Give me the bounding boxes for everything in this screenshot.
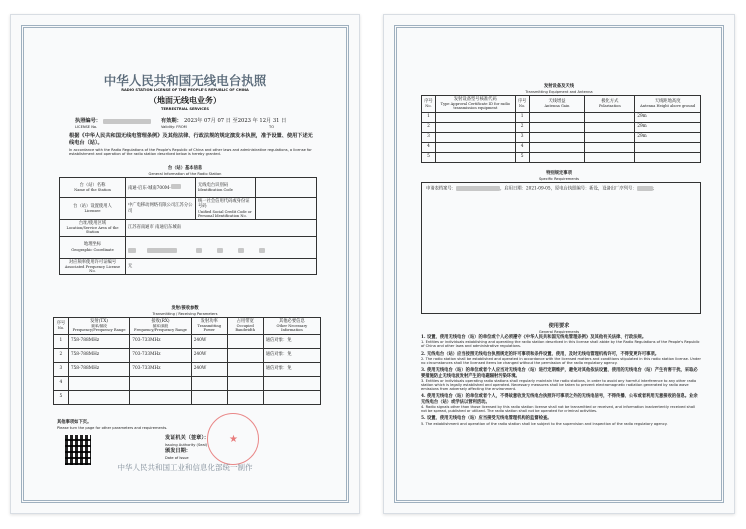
equip-heading-en: Transmitting Equipment and Antenna <box>525 90 593 94</box>
table-row <box>422 132 701 142</box>
location-value: 江苏省南通市 南通启东城南 <box>126 220 317 237</box>
equip-header-en: Type Approval Certificate ID for radio transmission equipment <box>440 102 510 111</box>
table-row <box>422 122 701 132</box>
table-row <box>422 152 701 162</box>
equip-cell-no2: 4 <box>515 142 529 152</box>
tx-header-1 <box>68 318 129 335</box>
tx-cell-bw <box>227 348 263 362</box>
special-text <box>426 186 696 192</box>
equip-header-cn: 序号 <box>424 99 433 105</box>
equip-header-en: No. <box>518 104 526 109</box>
requirement-cn: 3. 使用无线电台（站）的单位或者个人应当对无线电台（站）进行定期维护，避免对其他依法设置、使用的无线电台（站）产生有害干扰，采取必要措施防止无线电波发射产生的电磁辐射污染环境。 <box>421 368 698 379</box>
tx-cell-other: 通信对象：免 <box>263 362 320 376</box>
table-row <box>54 362 321 376</box>
requirement-item <box>421 394 701 413</box>
licensee-value: 中广电移动网络有限公司江苏分公司 <box>126 198 196 220</box>
tx-cell-other: 通信对象：免 <box>263 348 320 362</box>
tx-header-5 <box>263 318 320 335</box>
equip-cell-code <box>435 112 515 122</box>
tx-cell-bw <box>227 334 263 348</box>
requirement-en: 3. Entities or individuals operating radio stations shall regularly maintain the radio stations, in order to avoid any harmful interference to any other radio station which is legally established and operated. Necessary measures shall be taken to prevent electromagnetic radiation generated by radio wave emissions from adversely affecting the environment. <box>421 378 697 392</box>
basic-info-table <box>59 177 317 275</box>
license-title: 中华人民共和国无线电台执照 <box>103 73 267 88</box>
equip-header-2 <box>515 96 529 113</box>
redacted <box>637 186 653 191</box>
notes-label-en: Please turn the page for other parameters and requirements. <box>57 426 168 430</box>
equip-cell-no2: 3 <box>515 132 529 142</box>
basic-info-heading-en: General Information of the Radio Station <box>148 172 222 176</box>
requirement-cn: 4. 使用无线电台（站）的单位或者个人，不得故意收发无线电台执照许可事项之外的无线电信号，不得传播、公布或者利用无意接收的信息。业余无线电台（站）或学法以营利活动。 <box>421 394 698 405</box>
requirement-item <box>421 368 701 391</box>
basic-info-heading: 台（站）基本信息 <box>167 166 203 171</box>
tx-cell-no: 1 <box>54 334 69 348</box>
tx-cell-bw <box>227 376 263 390</box>
special-heading-en: Specific Requirements <box>538 177 580 181</box>
tx-heading-en: Transmitting / Receiving Parameters <box>152 312 218 316</box>
equip-table <box>421 95 701 163</box>
intro-text: 根据《中华人民共和国无线电管理条例》及其他法律、行政法规的规定演发本执照，准予设置、使用下述无线电台（站）。 <box>69 133 313 146</box>
station-id-label-en: Identification Code <box>198 188 233 193</box>
equip-cell-height <box>635 142 701 152</box>
equip-cell-code <box>435 122 515 132</box>
equip-header-en: Antenna Height above ground <box>640 104 696 109</box>
license-subtitle-en: TERRESTRIAL SERVICES <box>161 107 209 111</box>
tx-header-cn: 发射(TX) <box>90 319 108 324</box>
tx-cell-power: 240W <box>191 362 227 376</box>
tx-cell-rx <box>130 376 191 390</box>
requirement-cn: 1. 设置、使用无线电台（站）的单位或个人必须遵守《中华人民共和国无线电管理条例》及其他有关法律、行政法规。 <box>421 335 647 340</box>
tx-cell-bw <box>227 390 263 404</box>
equip-cell-gain <box>529 132 585 142</box>
tx-header-cn: 其他必要信息 <box>278 319 305 324</box>
equip-cell-no2: 5 <box>515 152 529 162</box>
station-name-label-en: Name of the Station <box>74 188 111 193</box>
intro-text-en: In accordance with the Radio Regulations of the People's Republic of China and other laws and administrative regulations, a license for establishment and operation of the radio station described below is hereby granted. <box>69 148 312 157</box>
license-back-page <box>383 14 735 514</box>
issuer-label-en: Issuing Authority (Seal) <box>165 443 208 447</box>
equip-header-cn: 序号 <box>517 99 527 105</box>
validity-value: 2023年 07月 07 日 至2023 年 12月 31 日 <box>184 118 287 124</box>
equip-heading: 发射设备及天线 <box>543 84 575 89</box>
redacted <box>456 186 500 191</box>
equip-cell-height: 29m <box>635 112 701 122</box>
requirement-en: 2. The radio station shall be established and operated in accordance with the licensed matters and conditions stipulated in this radio station license. Under no circumstances shall the licensed items be changed without the permission of the radio regulatory agency. <box>421 356 701 366</box>
issuer-label: 发证机关（签章）： <box>165 435 210 441</box>
issue-date-label: 颁发日期： <box>165 448 191 454</box>
equip-cell-no: 3 <box>422 132 436 142</box>
table-row <box>54 334 321 348</box>
licensee-label-en: Licensee <box>84 209 101 214</box>
requirement-item <box>421 352 701 366</box>
equip-cell-no: 2 <box>422 122 436 132</box>
license-no-redacted <box>103 119 151 124</box>
tx-header-en: 频率/频段 Frequency/Frequency Range <box>134 324 187 333</box>
official-seal <box>207 413 259 465</box>
tx-cell-rx: 703-733MHz <box>130 334 191 348</box>
equip-cell-height: 29m <box>635 122 701 132</box>
equip-cell-code <box>435 132 515 142</box>
tx-cell-rx: 703-733MHz <box>130 348 191 362</box>
tx-cell-tx <box>68 390 129 404</box>
equip-header-1 <box>435 96 515 113</box>
coords-label-en: Geographic Coordinate <box>71 247 114 252</box>
equip-cell-gain <box>529 152 585 162</box>
tx-header-en: Other Necessary Information <box>276 324 308 333</box>
tx-cell-no: 2 <box>54 348 69 362</box>
table-row <box>54 348 321 362</box>
tx-header-2 <box>130 318 191 335</box>
equip-cell-no: 4 <box>422 142 436 152</box>
equip-header-en: No. <box>425 104 432 109</box>
tx-cell-rx: 703-733MHz <box>130 362 191 376</box>
license-title-en: RADIO STATION LICENSE OF THE PEOPLE'S REPUBLIC OF CHINA <box>121 88 249 92</box>
location-label-en: Location/Service Area of the Station <box>66 226 119 235</box>
license-no-label: 执照编号： <box>75 118 101 124</box>
equip-cell-height: 29m <box>635 132 701 142</box>
equip-cell-code <box>435 142 515 152</box>
table-row <box>54 376 321 390</box>
equip-header-5 <box>635 96 701 113</box>
tx-cell-power: 240W <box>191 348 227 362</box>
tx-header-en: Transmitting Power <box>197 324 222 333</box>
tx-cell-tx <box>68 376 129 390</box>
requirement-cn: 5. 设置、使用无线电台（站）应当接受无线电管理机构的监督检查。 <box>421 416 552 422</box>
redacted <box>171 184 181 189</box>
equip-header-4 <box>585 96 635 113</box>
equip-cell-pol <box>585 152 635 162</box>
validity-label: 有效期： <box>161 118 182 124</box>
tx-cell-rx <box>130 390 191 404</box>
validity-label-en: Validity: FROM <box>161 125 187 129</box>
tx-header-en: Occupied Bandwidth <box>235 324 256 333</box>
tx-header-cn: 占用带宽 <box>236 319 254 324</box>
location-label: 台址/使用区域 <box>78 221 107 226</box>
table-row <box>422 112 701 122</box>
equip-cell-pol <box>585 142 635 152</box>
tx-header-en: 频率/频段 Frequency/Frequency Range <box>72 324 126 333</box>
tx-header-cn: 发射功率 <box>200 319 218 324</box>
tx-cell-other: 通信对象：免 <box>263 334 320 348</box>
equip-header-en: Polarization <box>598 104 621 109</box>
tx-cell-power: 240W <box>191 334 227 348</box>
special-text-b: ，启用日期：2021-09-05，原电台执照编号：新设，设备出厂序列号： <box>500 186 637 192</box>
license-subtitle: （地面无线电业务） <box>149 95 221 105</box>
equip-header-en: Antenna Gain <box>544 104 570 109</box>
tx-header-cn: 接收(RX) <box>151 319 170 324</box>
station-name-label: 台（站）名称 <box>79 182 106 188</box>
tx-table <box>53 317 321 405</box>
special-text-c: ； <box>652 186 657 192</box>
coords-value <box>126 236 317 258</box>
footer-maker: 中华人民共和国工业和信息化部统一制作 <box>117 463 253 472</box>
tx-cell-bw <box>227 362 263 376</box>
station-name-value: 南通-启东-城南700M- <box>128 185 171 191</box>
tx-cell-tx: 758-788MHz <box>68 348 129 362</box>
equip-cell-gain <box>529 122 585 132</box>
tx-header-4 <box>227 318 263 335</box>
equip-header-cn: 天线增益 <box>548 99 566 105</box>
licensee-label: 台（站）设置使用人 <box>73 203 112 209</box>
tx-cell-power <box>191 390 227 404</box>
requirements-list <box>421 335 701 429</box>
license-no-label-en: LICENSE No. <box>75 125 98 129</box>
equip-cell-code <box>435 152 515 162</box>
requirement-item <box>421 335 701 349</box>
table-row <box>54 390 321 404</box>
equip-cell-no2: 1 <box>515 112 529 122</box>
tx-header-cn: 序号 <box>56 321 66 327</box>
tx-cell-tx: 758-788MHz <box>68 334 129 348</box>
equip-cell-no: 1 <box>422 112 436 122</box>
validity-to-en: TO <box>269 125 275 129</box>
station-id-value <box>256 178 317 198</box>
tx-cell-power <box>191 376 227 390</box>
equip-header-cn: 极化方式 <box>601 99 619 105</box>
special-box <box>421 182 701 314</box>
tx-cell-no: 5 <box>54 390 69 404</box>
equip-cell-pol <box>585 132 635 142</box>
requirement-en: 1. Entities or individuals establishing and operating the radio station described in this license shall abide by the Radio Regulations of the People's Republic of China and other laws and administrative regulations. <box>421 340 700 349</box>
notes-label: 其他事项如下页。 <box>57 420 92 425</box>
equip-header-cn: 发射设备型号核准代码 <box>453 97 497 102</box>
equip-header-3 <box>529 96 585 113</box>
equip-header-0 <box>422 96 436 113</box>
tx-cell-no: 4 <box>54 376 69 390</box>
equip-cell-height <box>635 152 701 162</box>
equip-cell-gain <box>529 142 585 152</box>
requirement-item <box>421 416 701 425</box>
credit-code-label-en: Unified Social Credit Code or Personal Identification No. <box>198 209 252 218</box>
coords-label: 地理坐标 <box>83 242 102 248</box>
requirement-cn: 2. 无线电台（站）应当按照无线电台执照规定的许可事项和条件设置、使用，及时无线电管理机构许可，不得变更许可事项。 <box>421 351 660 357</box>
tx-header-0 <box>54 318 69 335</box>
tx-header-3 <box>191 318 227 335</box>
equip-cell-gain <box>529 112 585 122</box>
license-front-page <box>10 14 360 514</box>
special-text-a: 申请表档案号： <box>426 186 457 192</box>
credit-code-label: 统一社会信用代码或身份证号码 <box>198 199 250 210</box>
general-heading: 使用要求 <box>548 323 570 329</box>
tx-header-en: No. <box>57 326 65 331</box>
tx-cell-tx: 758-788MHz <box>68 362 129 376</box>
requirement-en: 4. Radio signals other than those licensed by this radio station license shall not be transmitted or received, and information inadvertently received shall not be spread, published or utilized. The radio station shall not be operated for criminal activities. <box>421 405 696 414</box>
qr-code <box>65 435 91 465</box>
equip-cell-no: 5 <box>422 152 436 162</box>
freq-license-value: 无 <box>126 258 317 275</box>
requirement-en: 5. The establishment and operation of the radio station shall be subject to the supervision and inspection of the radio regulatory agency. <box>421 421 668 426</box>
special-heading: 特别规定事项 <box>546 171 572 176</box>
credit-code-value <box>256 198 317 220</box>
tx-cell-no: 3 <box>54 362 69 376</box>
equip-header-cn: 天线距地高度 <box>654 99 681 105</box>
tx-heading: 发射/接收参数 <box>171 306 199 311</box>
issue-date-label-en: Date of Issue <box>165 456 189 460</box>
table-row <box>422 142 701 152</box>
tx-cell-other <box>263 376 320 390</box>
general-heading-en: General Requirements <box>538 330 580 334</box>
equip-cell-no2: 2 <box>515 122 529 132</box>
station-id-label: 无线电台识别码 <box>198 182 229 188</box>
equip-cell-pol <box>585 122 635 132</box>
tx-cell-other <box>263 390 320 404</box>
freq-license-label: 对应频率使用许可证编号 <box>68 259 117 265</box>
star-icon: ★ <box>229 434 238 445</box>
equip-cell-pol <box>585 112 635 122</box>
freq-license-label-en: Associated Frequency License No. <box>64 264 121 274</box>
